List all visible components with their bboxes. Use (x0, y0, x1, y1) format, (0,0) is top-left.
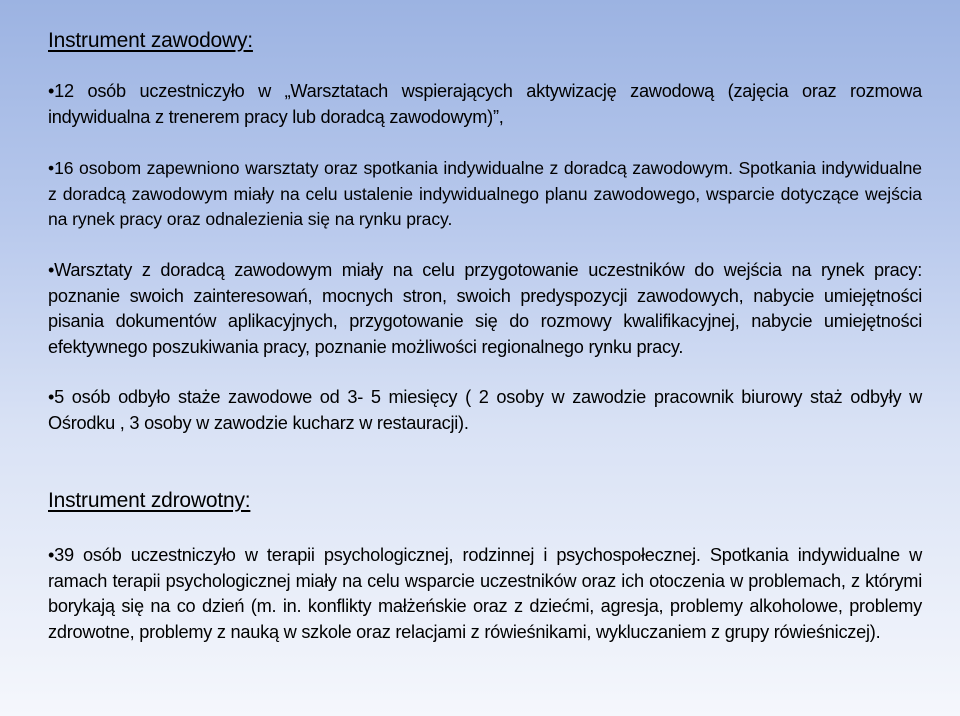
bullet-icon: • (48, 545, 55, 565)
bullet-icon: • (48, 260, 55, 280)
paragraph-workshop-goals (48, 258, 922, 360)
paragraph-text: 16 osobom zapewniono warsztaty oraz spotkania indywidualne z doradcą zawodowym. Spotkania indywidualne z doradcą zawodowym miały na celu ustalenie indywidualnego planu zawodowego, wsparcie dotyczące wejścia na rynek pracy oraz odnalezienia się na rynku pracy. (48, 158, 922, 229)
bullet-icon: • (48, 158, 55, 178)
paragraph-workshops-participants (48, 79, 922, 130)
section-heading-vocational: Instrument zawodowy: (48, 29, 253, 52)
paragraph-counseling-sessions (48, 156, 922, 233)
slide (48, 0, 922, 716)
paragraph-internships (48, 385, 922, 436)
paragraph-text: 39 osób uczestniczyło w terapii psychologicznej, rodzinnej i psychospołecznej. Spotkania indywidualne w ramach terapii psychologicznej miały na celu wsparcie uczestników oraz ich otoczenia w problemach, z którymi borykają się na co dzień (m. in. konflikty małżeńskie oraz z dziećmi, agresja, problemy alkoholowe, problemy zdrowotne, problemy z nauką w szkole oraz relacjami z rówieśnikami, wykluczaniem z grupy rówieśniczej). (48, 545, 922, 642)
paragraph-text: 12 osób uczestniczyło w „Warsztatach wspierających aktywizację zawodową (zajęcia oraz rozmowa indywidualna z trenerem pracy lub doradcą zawodowym)”, (48, 81, 922, 127)
paragraph-text: 5 osób odbyło staże zawodowe od 3- 5 miesięcy ( 2 osoby w zawodzie pracownik biurowy staż odbyły w Ośrodku , 3 osoby w zawodzie kucharz w restauracji). (48, 387, 922, 433)
bullet-icon: • (48, 387, 55, 407)
section-heading-health: Instrument zdrowotny: (48, 489, 251, 512)
paragraph-therapy (48, 543, 922, 645)
bullet-icon: • (48, 81, 55, 101)
paragraph-text: Warsztaty z doradcą zawodowym miały na celu przygotowanie uczestników do wejścia na rynek pracy: poznanie swoich zainteresowań, mocnych stron, swoich predyspozycji zawodowych, nabycie umiejętności pisania dokumentów aplikacyjnych, przygotowanie się do rozmowy kwalifikacyjnej, nabycie umiejętności efektywnego poszukiwania pracy, poznanie możliwości regionalnego rynku pracy. (48, 260, 922, 357)
